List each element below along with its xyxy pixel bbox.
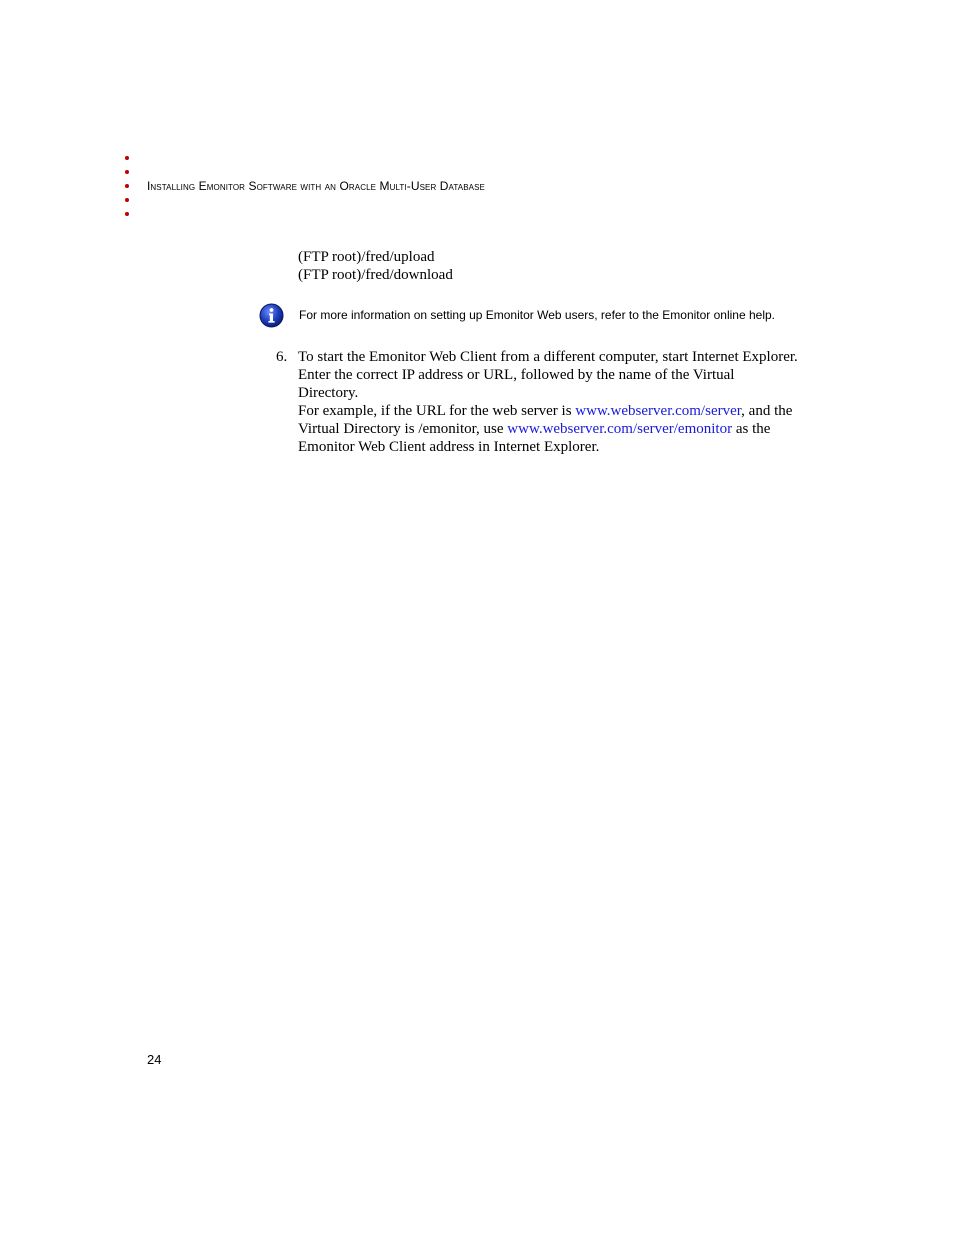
info-icon bbox=[259, 303, 284, 328]
path-download: (FTP root)/fred/download bbox=[298, 267, 453, 283]
step-line bbox=[298, 402, 798, 420]
step-text-fragment: Virtual Directory is /emonitor, use bbox=[298, 421, 508, 437]
step-line bbox=[298, 420, 798, 438]
bullet-mark bbox=[125, 170, 129, 174]
step-number: 6. bbox=[276, 349, 288, 365]
step-text-fragment: , and the bbox=[741, 403, 793, 419]
step-line: Enter the correct IP address or URL, followed by the name of the Virtual Directory. bbox=[298, 367, 735, 401]
bullet-mark bbox=[125, 184, 129, 188]
bullet-mark bbox=[125, 156, 129, 160]
step-line: Emonitor Web Client address in Internet Explorer. bbox=[298, 439, 600, 455]
step-line: To start the Emonitor Web Client from a different computer, start Internet Explorer. bbox=[298, 349, 798, 365]
info-note bbox=[259, 303, 819, 329]
step-text bbox=[298, 348, 798, 456]
running-header: Installing Emonitor Software with an Oracle Multi-User Database bbox=[147, 179, 485, 193]
path-upload: (FTP root)/fred/upload bbox=[298, 249, 435, 265]
step-text-fragment: as the bbox=[732, 421, 771, 437]
webserver-url-link[interactable]: www.webserver.com/server bbox=[575, 403, 742, 419]
step-text-fragment: For example, if the URL for the web server is bbox=[298, 403, 576, 419]
page-number: 24 bbox=[147, 1052, 162, 1067]
note-text: For more information on setting up Emonitor Web users, refer to the Emonitor online help. bbox=[299, 308, 776, 322]
ftp-paths bbox=[298, 248, 453, 284]
bullet-mark bbox=[125, 212, 129, 216]
emonitor-url-link[interactable]: www.webserver.com/server/emonitor bbox=[507, 421, 733, 437]
bullet-mark bbox=[125, 198, 129, 202]
